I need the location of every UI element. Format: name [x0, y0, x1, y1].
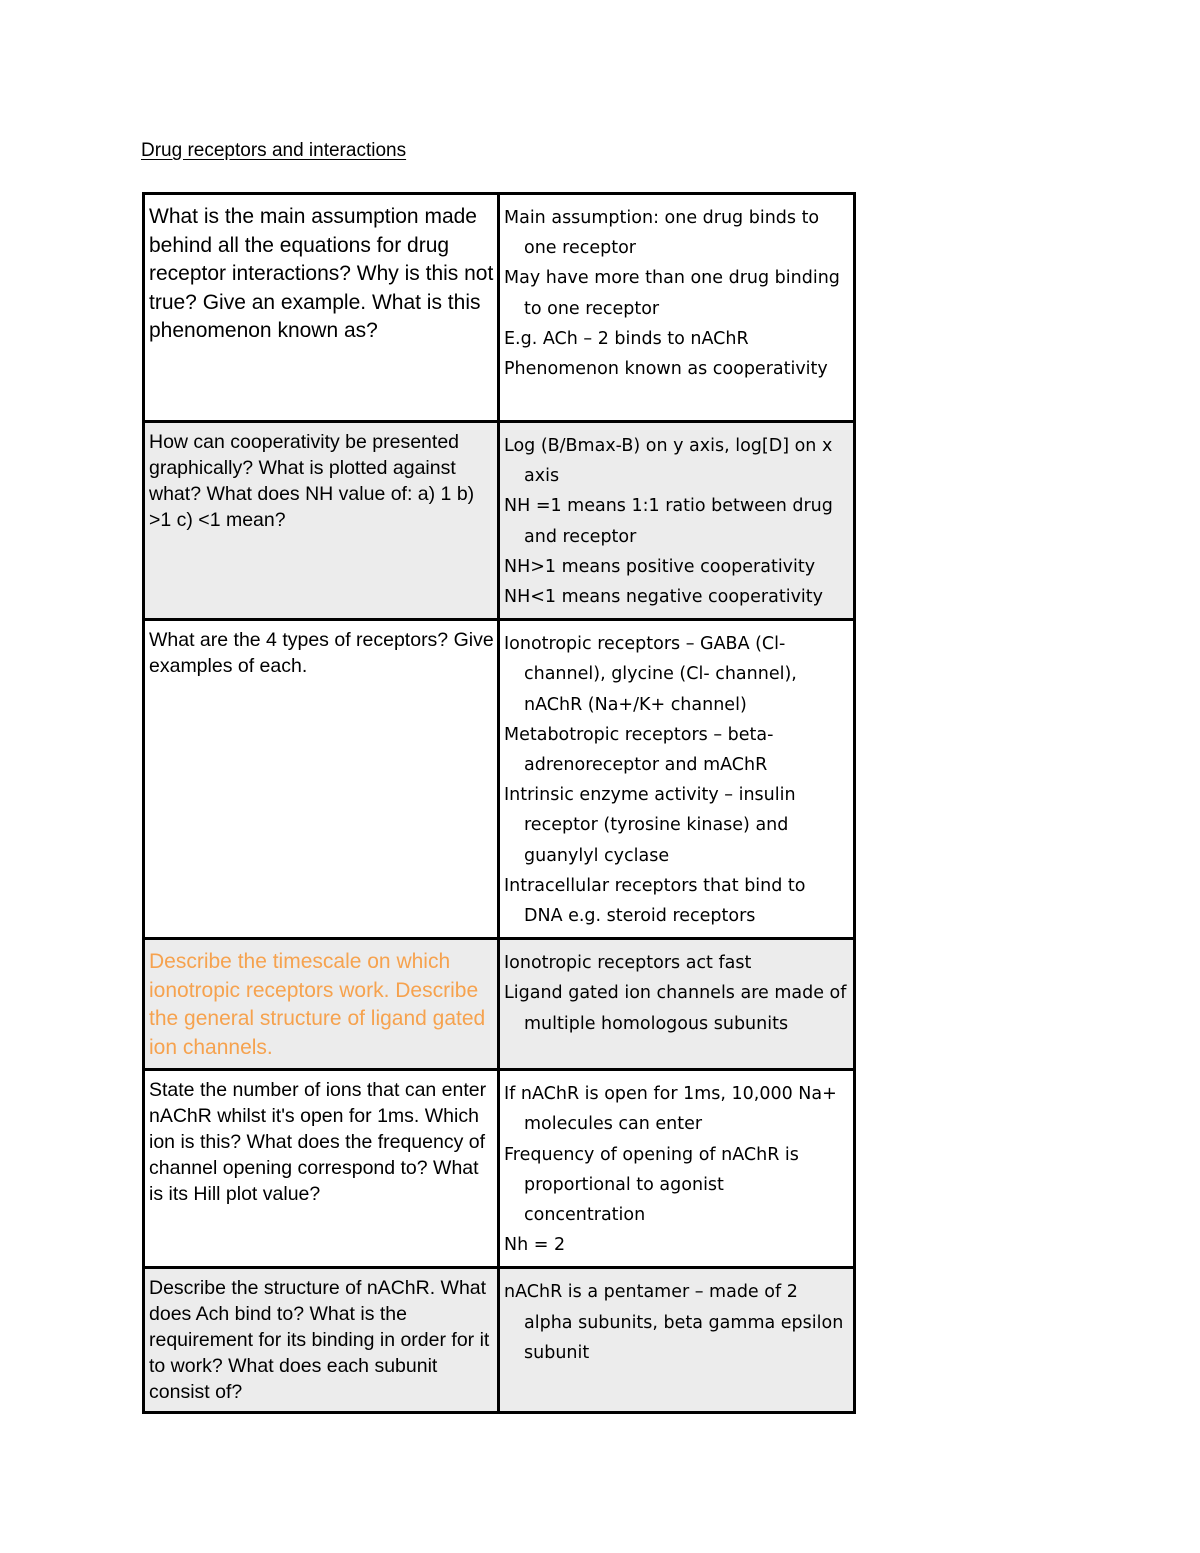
question-text: What are the 4 types of receptors? Give examples of each. — [149, 629, 494, 678]
answer-item: NH<1 means negative cooperativity — [504, 587, 824, 608]
answer-item: Log (B/Bmax-B) on y axis, log[D] on x axis — [504, 436, 833, 487]
answer-list — [500, 940, 853, 1045]
answer-item: Nh = 2 — [504, 1235, 566, 1256]
table-row — [144, 620, 855, 939]
question-cell — [144, 939, 499, 1070]
answer-cell — [499, 620, 855, 939]
table-row — [144, 1070, 855, 1268]
answer-item: If nAChR is open for 1ms, 10,000 Na+ molecules can enter — [504, 1084, 837, 1135]
answer-item: nAChR is a pentamer – made of 2 alpha subunits, beta gamma epsilon subunit — [504, 1282, 844, 1363]
question-cell — [144, 422, 499, 620]
question-cell — [144, 1070, 499, 1268]
table-row — [144, 1268, 855, 1413]
answer-item: NH>1 means positive cooperativity — [504, 556, 816, 577]
answer-item: Metabotropic receptors – beta-adrenoreceptor and mAChR — [504, 724, 774, 776]
answer-cell — [499, 422, 855, 620]
answer-item: E.g. ACh – 2 binds to nAChR — [504, 328, 749, 349]
answer-list — [500, 1269, 853, 1374]
question-cell — [144, 194, 499, 422]
answer-item: Intracellular receptors that bind to DNA e.g. steroid receptors — [504, 875, 806, 927]
question-text-highlighted: Describe the timescale on which ionotropic receptors work. Describe the general structure of ligand gated ion channels. — [149, 950, 486, 1059]
question-text: How can cooperativity be presented graphically? What is plotted against what? What does NH value of: a) 1 b) >1 c) <1 mean? — [149, 431, 475, 531]
question-cell — [144, 1268, 499, 1413]
answer-cell — [499, 194, 855, 422]
table-row — [144, 939, 855, 1070]
answer-item: Ligand gated ion channels are made of multiple homologous subunits — [504, 983, 847, 1034]
answer-cell — [499, 939, 855, 1070]
answer-list — [500, 621, 853, 937]
answer-item: Ionotropic receptors – GABA (Cl- channel), glycine (Cl- channel), nAChR (Na+/K+ channel) — [504, 634, 797, 715]
question-text: What is the main assumption made behind all the equations for drug receptor interactions? Why is this not true? Give an example. What is this phenomenon known as? — [149, 205, 494, 342]
table-row — [144, 422, 855, 620]
question-answer-table — [142, 192, 856, 1414]
answer-item: May have more than one drug binding to one receptor — [504, 268, 840, 319]
answer-item: Phenomenon known as cooperativity — [504, 359, 828, 380]
answer-item: Ionotropic receptors act fast — [504, 953, 752, 974]
answer-list — [500, 423, 853, 618]
answer-list — [500, 195, 853, 390]
answer-item: Intrinsic enzyme activity – insulin receptor (tyrosine kinase) and guanylyl cyclase — [504, 785, 796, 866]
answer-cell — [499, 1268, 855, 1413]
document-title: Drug receptors and interactions — [141, 140, 407, 161]
question-cell — [144, 620, 499, 939]
answer-item: Frequency of opening of nAChR is proportional to agonist concentration — [504, 1144, 799, 1226]
answer-item: NH =1 means 1:1 ratio between drug and receptor — [504, 496, 833, 547]
question-text: State the number of ions that can enter nAChR whilst it's open for 1ms. Which ion is this? What does the frequency of channel opening correspond to? What is its Hill plot value? — [149, 1079, 487, 1206]
table-row — [144, 194, 855, 422]
answer-list — [500, 1071, 853, 1266]
answer-item: Main assumption: one drug binds to one receptor — [504, 208, 820, 259]
question-text: Describe the structure of nAChR. What does Ach bind to? What is the requirement for its binding in order for it to work? What does each subunit consist of? — [149, 1277, 490, 1404]
answer-cell — [499, 1070, 855, 1268]
